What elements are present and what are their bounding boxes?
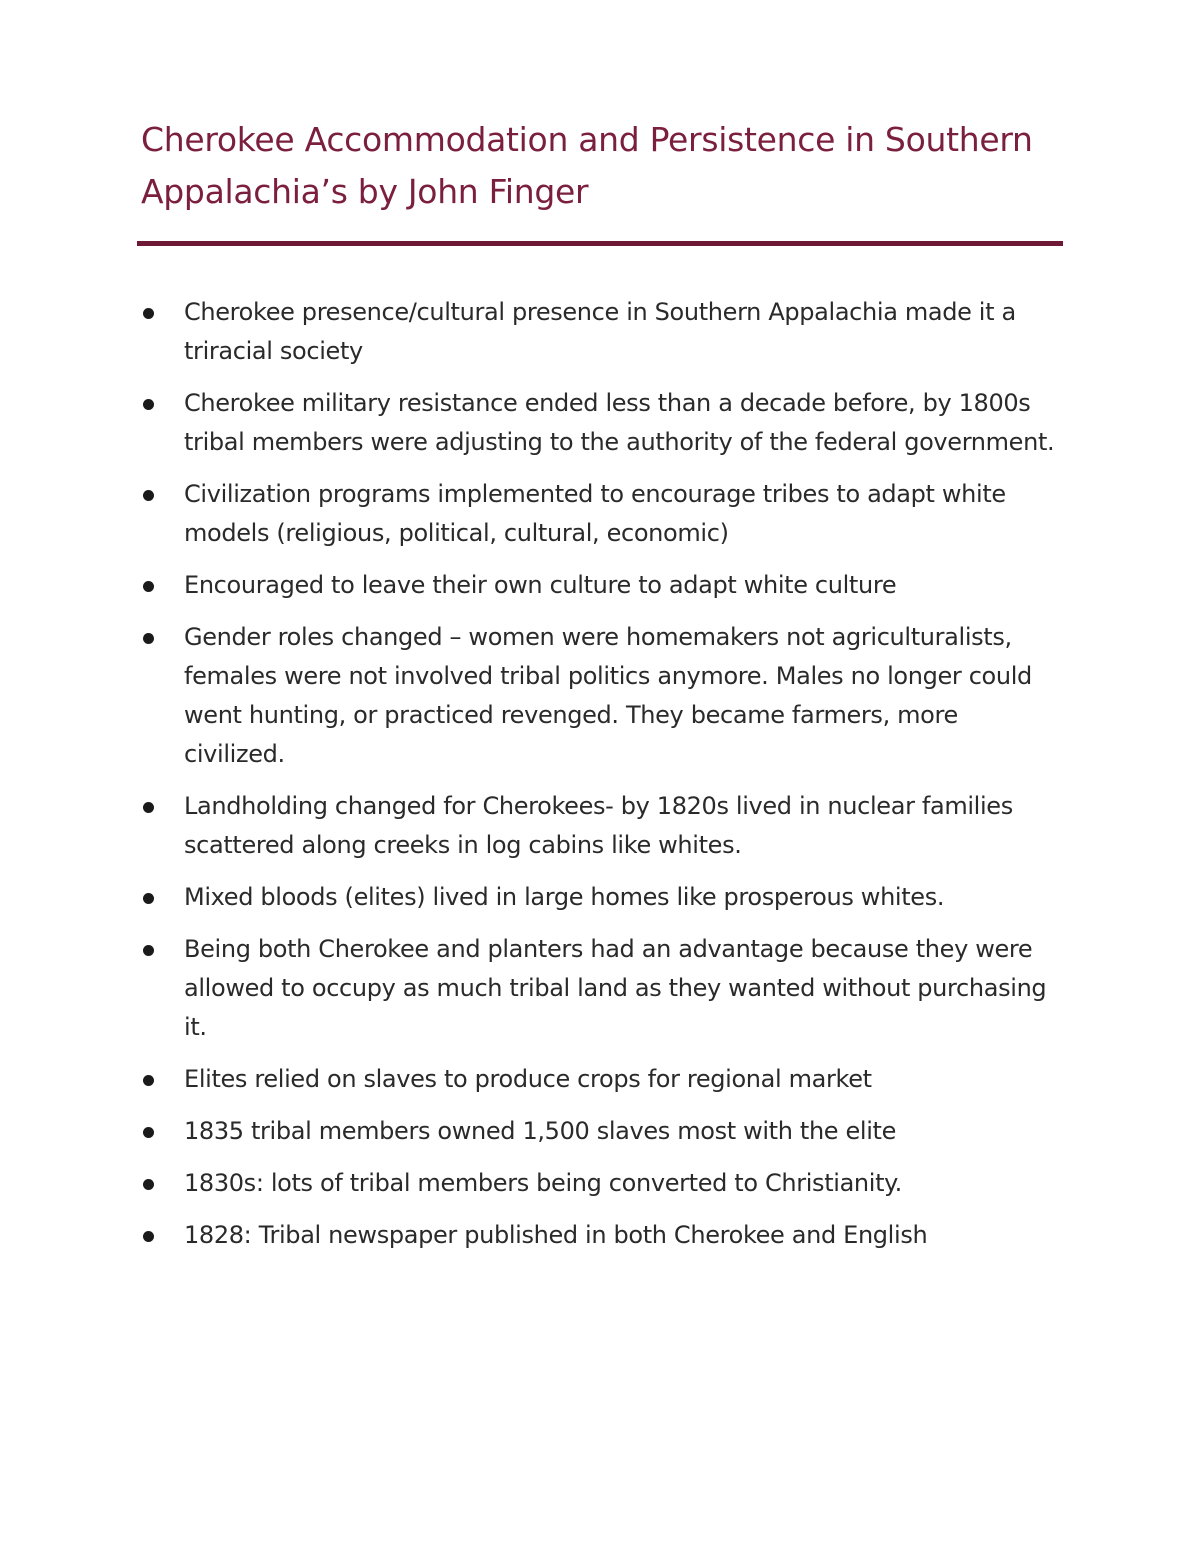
bullet-icon [143,490,154,501]
list-item-text: Landholding changed for Cherokees- by 1820s lived in nuclear families scattered along creeks in log cabins like whites. [184,792,1013,859]
bullet-icon [143,1231,154,1242]
list-item-text: Being both Cherokee and planters had an advantage because they were allowed to occupy as much tribal land as they wanted without purchasing it. [184,935,1047,1041]
list-item [0,1112,1064,1151]
bullet-icon [143,1179,154,1190]
list-item [0,566,1064,605]
bullet-icon [143,308,154,319]
bullet-icon [143,945,154,956]
list-item-text: Cherokee military resistance ended less than a decade before, by 1800s tribal members were adjusting to the authority of the federal government. [184,389,1055,456]
list-item-text: Civilization programs implemented to encourage tribes to adapt white models (religious, political, cultural, economic) [184,480,1006,547]
list-item-text: Elites relied on slaves to produce crops for regional market [184,1065,872,1093]
list-item [0,293,1064,371]
list-item-text: Gender roles changed – women were homemakers not agriculturalists, females were not involved tribal politics anymore. Males no longer could went hunting, or practiced revenged. They became farmers, more civilized. [184,623,1032,768]
bullet-icon [143,581,154,592]
bullet-icon [143,1127,154,1138]
list-item-text: Encouraged to leave their own culture to adapt white culture [184,571,897,599]
list-item-text: 1835 tribal members owned 1,500 slaves most with the elite [184,1117,897,1145]
list-item [0,878,1064,917]
list-item [0,1216,1064,1255]
list-item [0,475,1064,553]
list-item-text: 1828: Tribal newspaper published in both Cherokee and English [184,1221,928,1249]
title-divider [137,241,1063,246]
list-item [0,1164,1064,1203]
list-item [0,930,1064,1047]
bullet-icon [143,802,154,813]
bullet-icon [143,1075,154,1086]
list-item [0,1060,1064,1099]
bullet-icon [143,633,154,644]
list-item [0,618,1064,774]
list-item-text: 1830s: lots of tribal members being converted to Christianity. [184,1169,902,1197]
bullet-icon [143,399,154,410]
list-item [0,787,1064,865]
list-item [0,384,1064,462]
bullet-icon [143,893,154,904]
document-title: Cherokee Accommodation and Persistence in Southern Appalachia’s by John Finger [141,120,1033,211]
bullet-list [0,293,1200,1268]
list-item-text: Mixed bloods (elites) lived in large homes like prosperous whites. [184,883,945,911]
list-item-text: Cherokee presence/cultural presence in Southern Appalachia made it a triracial society [184,298,1016,365]
